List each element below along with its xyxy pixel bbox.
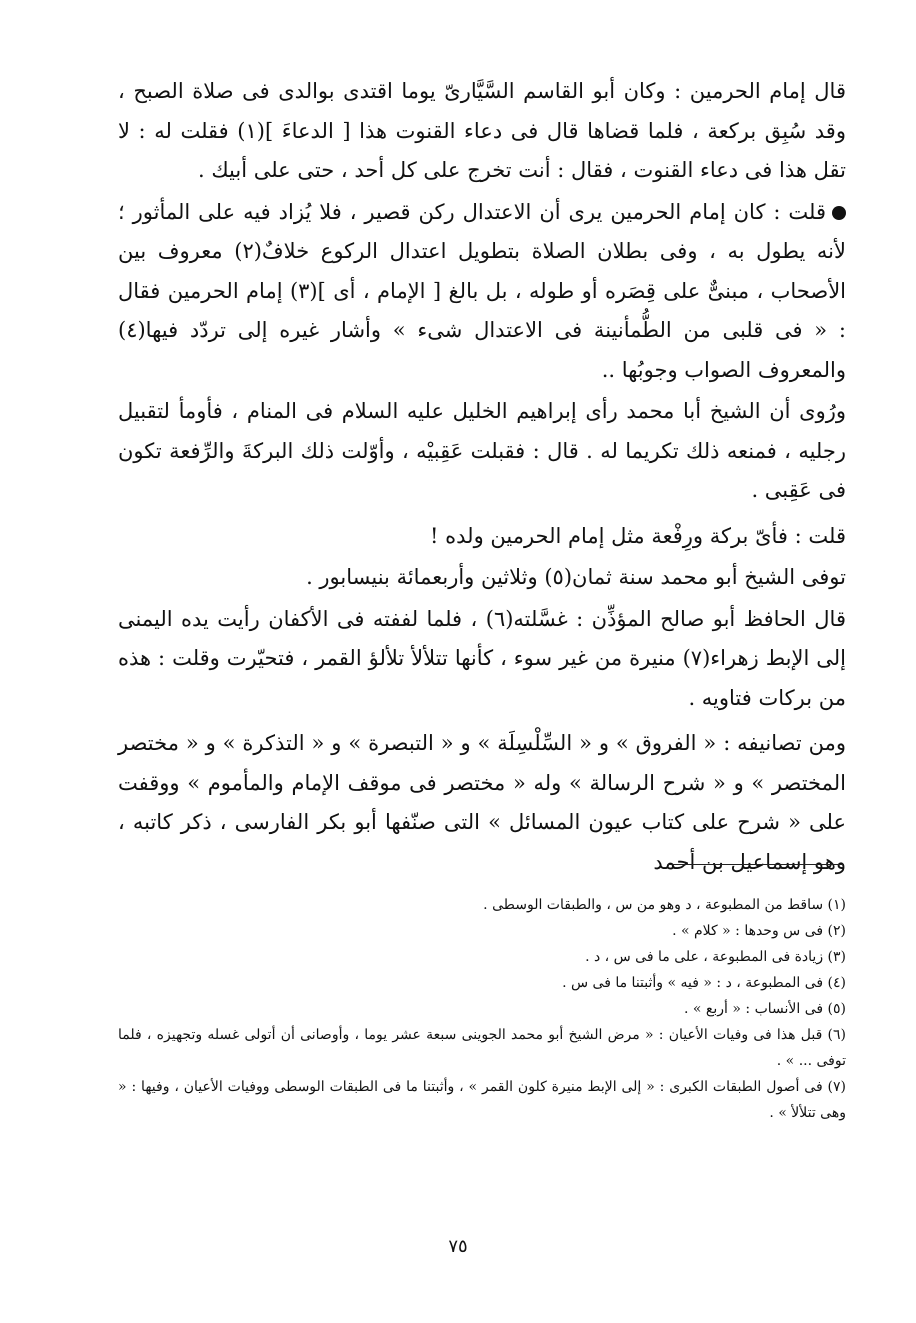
footnotes bbox=[118, 892, 846, 1126]
page-number: ٧٥ bbox=[448, 1236, 468, 1257]
footnote-separator bbox=[668, 864, 844, 865]
paragraph-4: قلت : فأىّ بركة ورِفْعة مثل إمام الحرمين ولده ! bbox=[430, 523, 846, 548]
footnote-2: (٢) فى س وحدها : « كلام » . bbox=[672, 923, 846, 939]
footnote-3: (٣) زيادة فى المطبوعة ، على ما فى س ، د . bbox=[585, 949, 846, 965]
footnote-4: (٤) فى المطبوعة ، د : « فيه » وأثبتنا ما فى س . bbox=[562, 975, 846, 991]
paragraph-2 bbox=[118, 193, 846, 391]
paragraph-7: ومن تصانيفه : « الفروق » و « السِّلْسِلَة » و « التبصرة » و « التذكرة » و « مختصر المختصر » و « شرح الرسالة » وله « مختصر فى موقف الإمام والمأموم » ووقفت على « شرح على كتاب عيون المسائل » التى صنّفها أبو بكر الفارسى ، ذكر كاتبه ، وهو إسماعيل بن أحمد bbox=[118, 731, 846, 874]
footnote-1: (١) ساقط من المطبوعة ، د وهو من س ، والطبقات الوسطى . bbox=[483, 897, 846, 913]
footnote-7: (٧) فى أصول الطبقات الكبرى : « إلى الإبط منيرة كلون القمر » ، وأثبتنا ما فى الطبقات الوسطى ووفيات الأعيان ، وفيها : « وهى تتلألأ » . bbox=[118, 1079, 846, 1121]
paragraph-3: ورُوى أن الشيخ أبا محمد رأى إبراهيم الخليل عليه السلام فى المنام ، فأومأ لتقبيل رجليه ، فمنعه ذلك تكريما له . قال : فقبلت عَقِبيْه ، وأوّلت ذلك البركةَ والرِّفعة تكون فى عَقِبى . bbox=[118, 399, 846, 502]
footnote-5: (٥) فى الأنساب : « أربع » . bbox=[684, 1001, 846, 1017]
paragraph-2-text: قلت : كان إمام الحرمين يرى أن الاعتدال ركن قصير ، فلا يُزاد فيه على المأثور ؛ لأنه يطول به ، وفى بطلان الصلاة بتطويل اعتدال الركوع خلافٌ(٢) معروف بين الأصحاب ، مبنىٌّ على قِصَره أو طوله ، بل بالغ [ الإمام ، أى ](٣) إمام الحرمين فقال : « فى قلبى من الطُّمأنينة فى الاعتدال شىء » وأشار غيره إلى تردّد فيها(٤) والمعروف الصواب وجوبُها .. bbox=[118, 199, 846, 382]
main-text bbox=[118, 72, 846, 882]
paragraph-6: قال الحافظ أبو صالح المؤذِّن : غسَّلته(٦) ، فلما لففته فى الأكفان رأيت يده اليمنى إلى الإبط زهراء(٧) منيرة من غير سوء ، كأنها تتلألأ تلألؤ القمر ، فتحيّرت وقلت : هذه من بركات فتاويه . bbox=[118, 606, 846, 710]
footnote-6: (٦) قبل هذا فى وفيات الأعيان : « مرض الشيخ أبو محمد الجوينى سبعة عشر يوما ، وأوصانى أن أتولى غسله وتجهيزه ، فلما توفى ... » . bbox=[118, 1027, 846, 1069]
paragraph-5: توفى الشيخ أبو محمد سنة ثمان(٥) وثلاثين وأربعمائة بنيسابور . bbox=[306, 565, 846, 589]
bullet-icon bbox=[832, 206, 846, 220]
paragraph-1: قال إمام الحرمين : وكان أبو القاسم السَّيَّارىّ يوما اقتدى بوالدى فى صلاة الصبح ، وقد سُبِق بركعة ، فلما قضاها قال فى دعاء القنوت هذا [ الدعاءَ ](١) فقلت له : لا تقل هذا فى دعاء القنوت ، فقال : أنت تخرج على كل أحد ، حتى على أبيك . bbox=[118, 79, 846, 182]
